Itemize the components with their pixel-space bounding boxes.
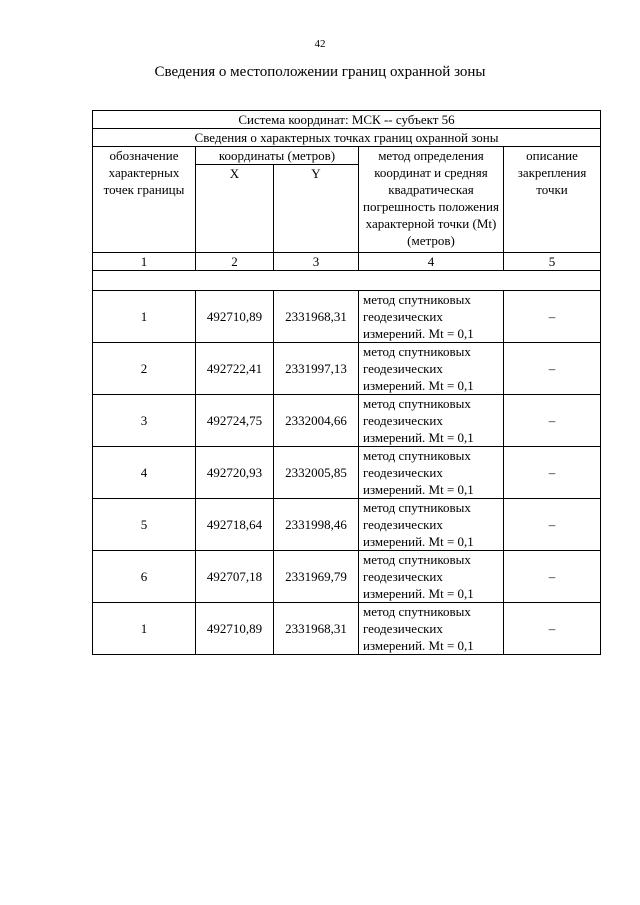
column-number-row — [93, 253, 601, 271]
y-coordinate-cell: 2331997,13 — [274, 343, 359, 395]
header-y: Y — [274, 165, 359, 253]
x-coordinate-cell: 492707,18 — [196, 551, 274, 603]
boundary-points-table — [92, 110, 601, 655]
method-cell: метод спутниковых геодезических измерений. Mt = 0,1 — [359, 603, 504, 655]
x-coordinate-cell: 492718,64 — [196, 499, 274, 551]
header-designation: обозначение характерных точек границы — [93, 147, 196, 253]
header-coordinates: координаты (метров) — [196, 147, 359, 165]
point-cell: 1 — [93, 291, 196, 343]
description-cell: – — [504, 499, 601, 551]
page-number: 42 — [314, 38, 326, 50]
y-coordinate-cell: 2332004,66 — [274, 395, 359, 447]
y-coordinate-cell: 2331998,46 — [274, 499, 359, 551]
description-cell: – — [504, 343, 601, 395]
column-number: 2 — [196, 253, 274, 271]
x-coordinate-cell: 492710,89 — [196, 291, 274, 343]
y-coordinate-cell: 2331968,31 — [274, 291, 359, 343]
description-cell: – — [504, 395, 601, 447]
description-cell: – — [504, 603, 601, 655]
column-number: 4 — [359, 253, 504, 271]
table-row — [93, 603, 601, 655]
header-description: описание закрепления точки — [504, 147, 601, 253]
method-cell: метод спутниковых геодезических измерений. Mt = 0,1 — [359, 395, 504, 447]
column-number: 1 — [93, 253, 196, 271]
method-cell: метод спутниковых геодезических измерений. Mt = 0,1 — [359, 291, 504, 343]
point-cell: 5 — [93, 499, 196, 551]
table-row — [93, 291, 601, 343]
x-coordinate-cell: 492724,75 — [196, 395, 274, 447]
method-cell: метод спутниковых геодезических измерений. Mt = 0,1 — [359, 551, 504, 603]
point-cell: 4 — [93, 447, 196, 499]
y-coordinate-cell: 2331968,31 — [274, 603, 359, 655]
subtitle-row — [93, 129, 601, 147]
point-cell: 6 — [93, 551, 196, 603]
empty-row — [93, 271, 601, 291]
header-x: X — [196, 165, 274, 253]
method-cell: метод спутниковых геодезических измерений. Mt = 0,1 — [359, 343, 504, 395]
y-coordinate-cell: 2332005,85 — [274, 447, 359, 499]
x-coordinate-cell: 492710,89 — [196, 603, 274, 655]
description-cell: – — [504, 551, 601, 603]
x-coordinate-cell: 492720,93 — [196, 447, 274, 499]
x-coordinate-cell: 492722,41 — [196, 343, 274, 395]
description-cell: – — [504, 291, 601, 343]
column-number: 5 — [504, 253, 601, 271]
table-row — [93, 551, 601, 603]
document-title: Сведения о местоположении границ охранной зоны — [154, 64, 486, 80]
method-cell: метод спутниковых геодезических измерений. Mt = 0,1 — [359, 499, 504, 551]
coordinate-system-row — [93, 111, 601, 129]
point-cell: 3 — [93, 395, 196, 447]
header-method: метод определения координат и средняя квадратическая погрешность положения характерной точки (Mt) (метров) — [359, 147, 504, 253]
method-cell: метод спутниковых геодезических измерений. Mt = 0,1 — [359, 447, 504, 499]
header-row — [93, 147, 601, 165]
table-row — [93, 447, 601, 499]
coordinate-system-cell: Система координат: МСК -- субъект 56 — [93, 111, 601, 129]
table-row — [93, 343, 601, 395]
table-row — [93, 395, 601, 447]
point-cell: 1 — [93, 603, 196, 655]
point-cell: 2 — [93, 343, 196, 395]
description-cell: – — [504, 447, 601, 499]
table-row — [93, 499, 601, 551]
column-number: 3 — [274, 253, 359, 271]
subtitle-cell: Сведения о характерных точках границ охранной зоны — [93, 129, 601, 147]
empty-cell — [93, 271, 601, 291]
y-coordinate-cell: 2331969,79 — [274, 551, 359, 603]
